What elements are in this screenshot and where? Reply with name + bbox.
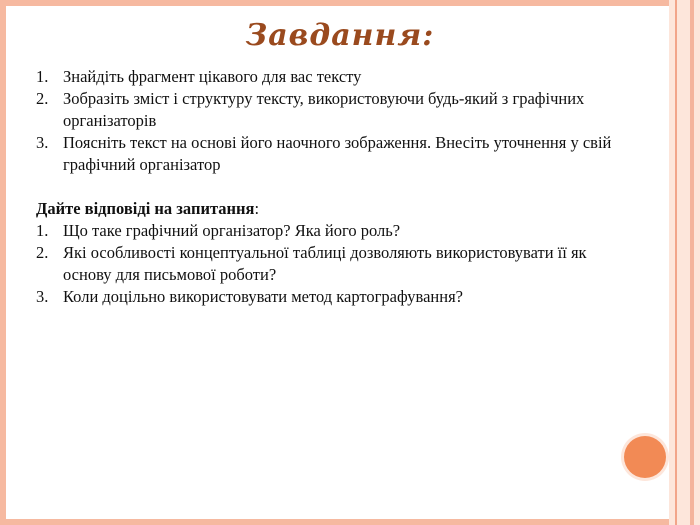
questions-heading-line (36, 198, 636, 220)
task-text: Знайдіть фрагмент цікавого для вас тексту (63, 67, 362, 86)
question-text: Які особливості концептуальної таблиці дозволяють використовувати її як основу для письмової роботи? (63, 243, 587, 284)
task-item (36, 88, 636, 132)
question-item (36, 286, 636, 308)
decorative-circle-icon (624, 436, 666, 478)
question-text: Коли доцільно використовувати метод картографування? (63, 287, 463, 306)
slide-title: Завдання: (245, 18, 435, 53)
spacer (36, 176, 636, 198)
slide-border-top (0, 0, 700, 6)
task-text: Поясніть текст на основі його наочного зображення. Внесіть уточнення у свій графічний організатор (63, 133, 612, 174)
question-item (36, 220, 636, 242)
questions-heading: Дайте відповіді на запитання (36, 199, 255, 218)
question-number: 3. (36, 287, 49, 306)
task-text: Зобразіть зміст і структуру тексту, використовуючи будь-який з графічних організаторів (63, 89, 585, 130)
slide-border-right-line (675, 0, 677, 525)
task-item (36, 132, 636, 176)
slide-border-right-line-2 (690, 0, 694, 525)
slide-border-left (0, 0, 6, 525)
task-number: 2. (36, 89, 49, 108)
task-number: 1. (36, 67, 49, 86)
slide-border-right (669, 0, 700, 525)
question-item (36, 242, 636, 286)
slide-content (36, 66, 636, 308)
slide-border-bottom (0, 519, 700, 525)
task-list (36, 66, 636, 176)
task-number: 3. (36, 133, 49, 152)
question-number: 2. (36, 243, 49, 262)
question-number: 1. (36, 221, 49, 240)
question-list (36, 220, 636, 308)
questions-heading-suffix: : (254, 199, 260, 218)
question-text: Що таке графічний організатор? Яка його роль? (63, 221, 401, 240)
task-item (36, 66, 636, 88)
